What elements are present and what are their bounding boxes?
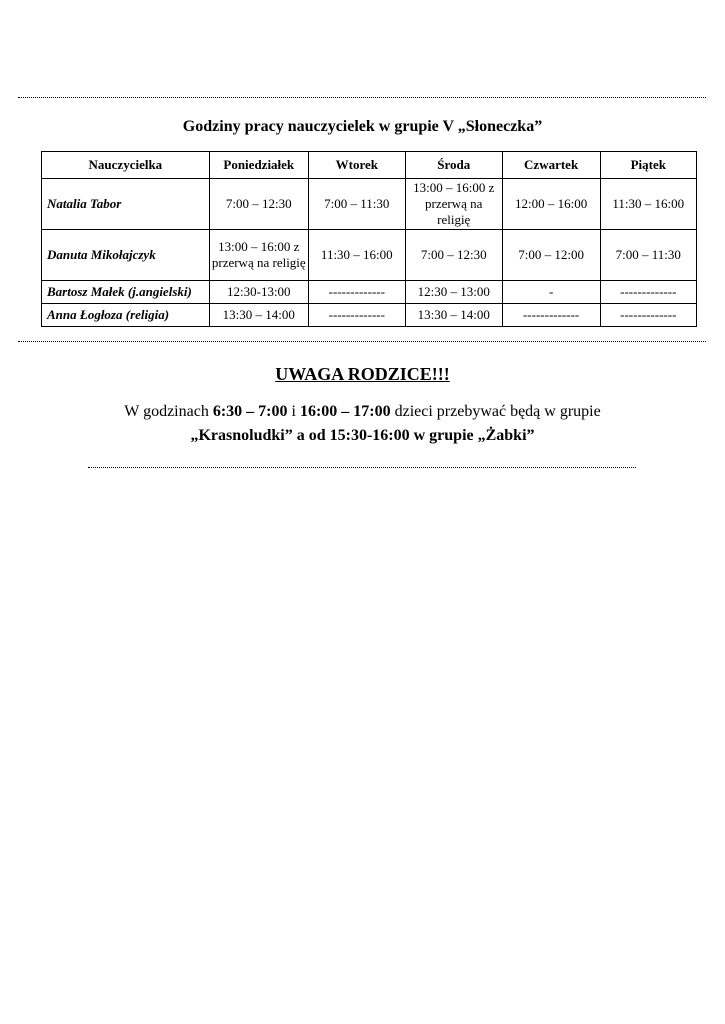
- teacher-name: Natalia Tabor: [42, 179, 210, 230]
- schedule-cell: 12:30 – 13:00: [405, 281, 502, 304]
- notice-line-1: [0, 400, 725, 424]
- table-row: [42, 230, 697, 281]
- notice-hours-evening: 16:00 – 17:00: [299, 403, 391, 420]
- schedule-cell: -: [502, 281, 600, 304]
- schedule-cell: 7:00 – 12:30: [405, 230, 502, 281]
- schedule-cell: -------------: [502, 304, 600, 327]
- schedule-cell: 13:30 – 14:00: [209, 304, 308, 327]
- schedule-cell: 7:00 – 12:30: [209, 179, 308, 230]
- notice-body: [0, 400, 725, 448]
- notice-text: W godzinach: [124, 403, 213, 420]
- header-thursday: Czwartek: [502, 152, 600, 179]
- teacher-name: Bartosz Małek (j.angielski): [42, 281, 210, 304]
- schedule-cell: 12:30-13:00: [209, 281, 308, 304]
- schedule-cell: -------------: [600, 304, 696, 327]
- schedule-cell: 12:00 – 16:00: [502, 179, 600, 230]
- schedule-cell: 11:30 – 16:00: [308, 230, 405, 281]
- header-teacher: Nauczycielka: [42, 152, 210, 179]
- notice-hours-morning: 6:30 – 7:00: [212, 403, 288, 420]
- dotted-divider-bottom: [88, 467, 636, 468]
- header-friday: Piątek: [600, 152, 696, 179]
- schedule-cell: 13:00 – 16:00 z przerwą na religię: [209, 230, 308, 281]
- schedule-table: [41, 151, 697, 327]
- page-title: Godziny pracy nauczycielek w grupie V „Słoneczka”: [182, 118, 543, 135]
- teacher-name: Danuta Mikołajczyk: [42, 230, 210, 281]
- table-row: [42, 281, 697, 304]
- schedule-cell: -------------: [308, 281, 405, 304]
- teacher-name: Anna Łogłoza (religia): [42, 304, 210, 327]
- dotted-divider-top: [18, 97, 706, 98]
- notice-line-2: „Krasnoludki” a od 15:30-16:00 w grupie „Żabki”: [190, 427, 535, 444]
- schedule-cell: 13:30 – 14:00: [405, 304, 502, 327]
- table-row: [42, 179, 697, 230]
- header-monday: Poniedziałek: [209, 152, 308, 179]
- dotted-divider-middle: [18, 341, 706, 342]
- schedule-cell: -------------: [308, 304, 405, 327]
- notice-text: i: [287, 403, 300, 420]
- schedule-cell: 11:30 – 16:00: [600, 179, 696, 230]
- notice-text: dzieci przebywać będą w grupie: [390, 403, 601, 420]
- table-header-row: [42, 152, 697, 179]
- notice-heading: UWAGA RODZICE!!!: [275, 364, 450, 384]
- table-row: [42, 304, 697, 327]
- schedule-cell: 7:00 – 12:00: [502, 230, 600, 281]
- schedule-cell: 7:00 – 11:30: [600, 230, 696, 281]
- header-wednesday: Środa: [405, 152, 502, 179]
- schedule-cell: -------------: [600, 281, 696, 304]
- header-tuesday: Wtorek: [308, 152, 405, 179]
- schedule-cell: 7:00 – 11:30: [308, 179, 405, 230]
- schedule-cell: 13:00 – 16:00 z przerwą na religię: [405, 179, 502, 230]
